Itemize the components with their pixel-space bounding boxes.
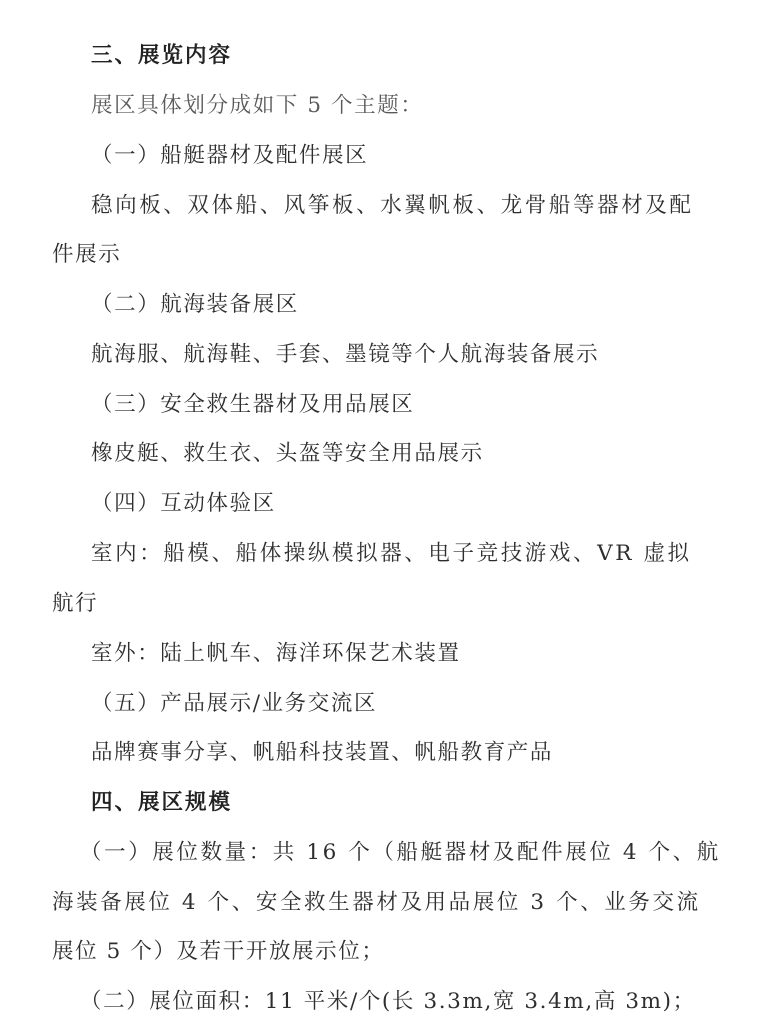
zone-5-desc: 品牌赛事分享、帆船科技装置、帆船教育产品 xyxy=(91,740,554,765)
zone-4-indoor-line-1: 室内：船模、船体操纵模拟器、电子竞技游戏、VR 虚拟 xyxy=(91,541,692,566)
booth-count-line-2: 海装备展位 4 个、安全救生器材及用品展位 3 个、业务交流 xyxy=(52,890,701,915)
zone-1-title: （一）船艇器材及配件展区 xyxy=(91,143,369,168)
booth-count-line-1: （一）展位数量：共 16 个（船艇器材及配件展位 4 个、航 xyxy=(80,840,721,865)
section-3-intro: 展区具体划分成如下 5 个主题： xyxy=(91,93,424,118)
zone-4-outdoor: 室外：陆上帆车、海洋环保艺术装置 xyxy=(91,641,461,666)
zone-2-desc: 航海服、航海鞋、手套、墨镜等个人航海装备展示 xyxy=(91,342,600,367)
section-4-heading: 四、展区规模 xyxy=(91,790,233,815)
zone-3-desc: 橡皮艇、救生衣、头盔等安全用品展示 xyxy=(91,441,484,466)
booth-count-line-3: 展位 5 个）及若干开放展示位； xyxy=(52,939,385,964)
zone-4-indoor-line-2: 航行 xyxy=(52,591,99,616)
zone-3-title: （三）安全救生器材及用品展区 xyxy=(91,392,415,417)
section-3-heading: 三、展览内容 xyxy=(91,43,233,68)
zone-2-title: （二）航海装备展区 xyxy=(91,292,299,317)
zone-1-desc-line-1: 稳向板、双体船、风筝板、水翼帆板、龙骨船等器材及配 xyxy=(91,193,694,218)
booth-area: （二）展位面积：11 平米/个(长 3.3m,宽 3.4m,高 3m)； xyxy=(80,989,696,1014)
zone-1-desc-line-2: 件展示 xyxy=(52,242,122,267)
zone-5-title: （五）产品展示/业务交流区 xyxy=(91,691,378,716)
zone-4-title: （四）互动体验区 xyxy=(91,491,276,516)
